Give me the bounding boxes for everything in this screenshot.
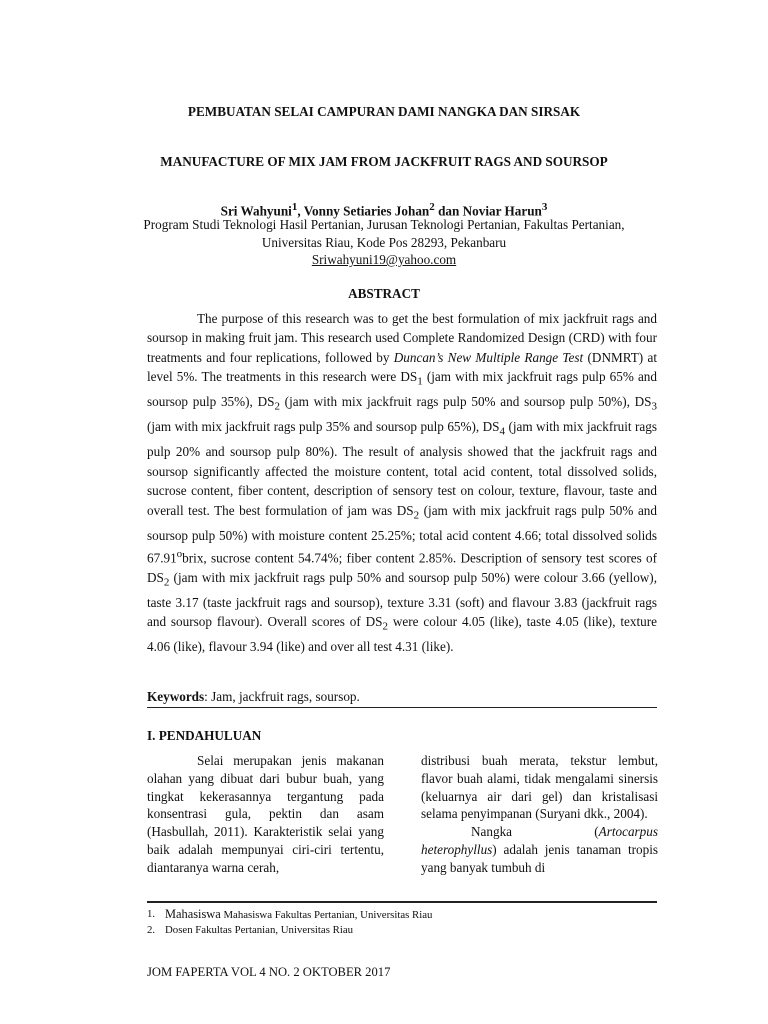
keywords-line [147,688,657,706]
abstract-text: The purpose of this research was to get the best formulation of mix jackfruit rags and soursop in making fruit jam. This research used Complete Randomized Design (CRD) with four treatments and four replications, followed by [147,311,657,365]
treatment-subscript: 2 [413,509,420,522]
abstract-paragraph [147,309,657,657]
body-text: ) adalah jenis tanaman tropis yang banyak tumbuh di [421,841,658,875]
author-separator-1: , [297,203,304,219]
abstract-text: (DNMRT) at level 5%. The treatments in this research were DS [147,349,657,385]
abstract-body [147,309,657,657]
author-2-marker: 2 [429,201,435,213]
treatment-subscript: 1 [417,375,423,388]
keywords-text: : Jam, jackfruit rags, soursop. [204,689,360,704]
degree-superscript: o [176,548,183,561]
treatment-subscript: 4 [499,425,505,438]
species-name: Artocarpus heterophyllus [421,824,658,857]
body-text: Nangka ( [471,824,599,840]
treatment-subscript: 2 [274,400,280,413]
author-1-marker: 1 [291,201,298,213]
author-separator-2: dan [434,203,463,219]
body-paragraph [421,823,658,876]
author-email: Sriwahyuni19@yahoo.com [311,252,457,267]
abstract-text: (jam with mix jackfruit rags pulp 50% and soursop pulp 50%), DS [279,394,652,410]
abstract-heading: ABSTRACT [348,286,420,301]
author-2: Vonny Setiaries Johan [303,203,430,219]
body-paragraph: distribusi buah merata, tekstur lembut, flavor buah alami, tidak mengalami sinersis (keluarnya air dari gel) dan kristalisasi selama penyimpanan (Suryani dkk., 2004). [421,753,658,822]
treatment-subscript: 2 [382,620,388,633]
footnote-divider [147,901,657,903]
affiliation: Program Studi Teknologi Hasil Pertanian, Jurusan Teknologi Pertanian, Fakultas Pertanian, Universitas Riau, Kode Pos 28293, Pekanbaru [143,217,625,250]
footnote-number: 1. [147,908,156,920]
body-paragraph: Selai merupakan jenis makanan olahan yang dibuat dari bubur buah, yang tingkat kekerasannya tergantung pada konsentrasi gula, pektin dan asam (Hasbullah, 2011). Karakteristik selai yang baik adalah mempunyai ciri-ciri tertentu, diantaranya warna cerah, [147,753,384,875]
footnote-text: Mahasiswa Fakultas Pertanian, Universitas Riau [220,909,433,921]
abstract-text: brix, sucrose content 54.74%; fiber content 2.85%. Description of sensory test scores of DS [147,550,657,585]
footnote-text: Mahasiswa [165,907,221,921]
email-line [110,251,658,269]
footnote-number: 2. [147,924,156,936]
treatment-subscript: 2 [163,576,170,589]
abstract-text: (jam with mix jackfruit rags pulp 50% and soursop pulp 50%) were colour 3.66 (yellow), taste 3.17 (taste jackfruit rags and soursop), texture 3.31 (soft) and flavour 3.83 (jackfruit rags and soursop flavour). Overall scores of DS [147,569,657,630]
keywords-divider [147,707,657,708]
footnotes [147,907,657,938]
author-3: Noviar Harun [462,203,542,219]
abstract-text: (jam with mix jackfruit rags pulp 20% and soursop pulp 80%). The result of analysis showed that the jackfruit rags and soursop significantly affected the moisture content, total acid content, total dissolved solids, sucrose content, fiber content, description of sensory test on colour, texture, flavour, taste and overall test. The best formulation of jam was DS [147,419,657,518]
footnote-1 [147,907,657,923]
abstract-italic-test-name: Duncan’s New Multiple Range Test [393,349,584,365]
abstract-text: (jam with mix jackfruit rags pulp 35% and soursop pulp 65%), DS [147,419,500,435]
journal-footer: JOM FAPERTA VOL 4 NO. 2 OKTOBER 2017 [147,965,391,979]
paper-title-english: MANUFACTURE OF MIX JAM FROM JACKFRUIT RAGS AND SOURSOP [160,154,608,169]
author-1: Sri Wahyuni [220,203,292,219]
keywords-label: Keywords [147,689,205,704]
abstract-text: (jam with mix jackfruit rags pulp 50% and soursop pulp 50%) with moisture content 25.25%; total acid content 4.66; total dissolved solids 67.91 [147,502,657,566]
section-heading: I. PENDAHULUAN [147,728,262,743]
footnote-text: Dosen Fakultas Pertanian, Universitas Riau [165,924,354,936]
body-column-right [421,752,658,877]
author-3-marker: 3 [541,201,548,213]
footnote-2 [147,923,657,938]
treatment-subscript: 3 [651,400,657,413]
abstract-text: were colour 4.05 (like), taste 4.05 (like), texture 4.06 (like), flavour 3.94 (like) and over all test 4.31 (like). [147,614,657,655]
abstract-text: (jam with mix jackfruit rags pulp 65% and soursop pulp 35%), DS [147,369,657,410]
paper-title-indonesian: PEMBUATAN SELAI CAMPURAN DAMI NANGKA DAN SIRSAK [187,104,581,119]
body-column-left [147,752,384,877]
